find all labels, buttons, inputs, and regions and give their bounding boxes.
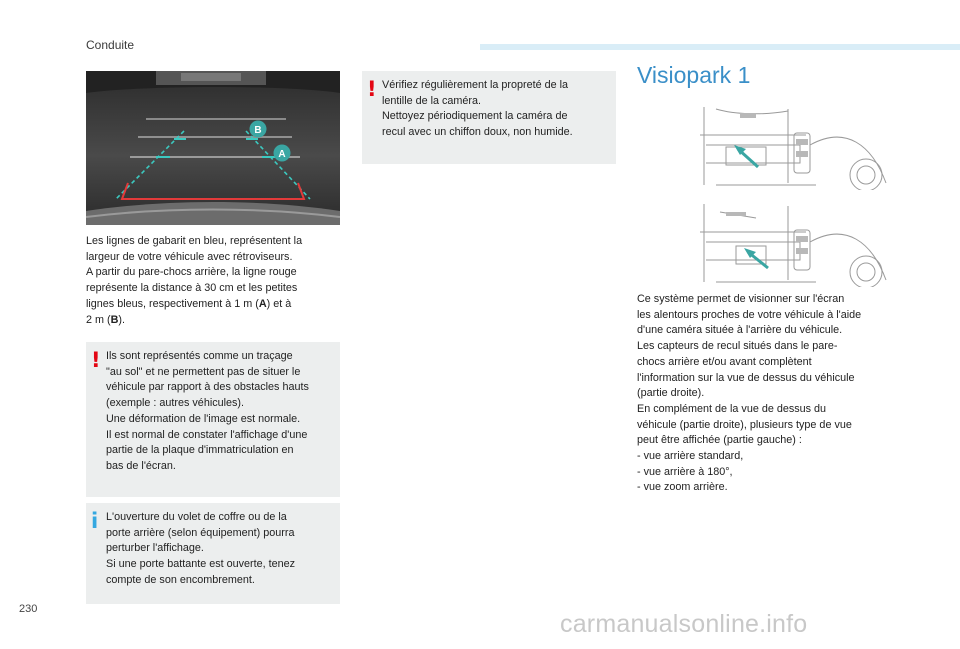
gabarit-paragraph	[86, 234, 302, 328]
watermark: carmanualsonline.info	[560, 610, 808, 638]
info-box-tailgate	[86, 503, 340, 604]
desc-list-item: - vue arrière standard,	[637, 450, 744, 463]
section-title: Conduite	[86, 38, 135, 52]
box-line: lentille de la caméra.	[382, 94, 482, 107]
warning-icon: !	[91, 348, 101, 372]
desc-line: (partie droite).	[637, 387, 705, 400]
desc-line: En complément de la vue de dessus du	[637, 402, 827, 415]
para-line: représente la distance à 30 cm et les petites	[86, 282, 298, 295]
desc-line: véhicule (partie droite), plusieurs type de vue	[637, 418, 852, 431]
desc-line: les alentours proches de votre véhicule à l'aide	[637, 308, 862, 321]
visiopark-title: Visiopark 1	[637, 62, 751, 88]
box-line: L'ouverture du volet de coffre ou de la	[106, 511, 287, 523]
desc-line: l'information sur la vue de dessus du véhicule	[637, 371, 855, 384]
para-bold-a: A	[258, 297, 267, 310]
info-icon: i	[91, 509, 99, 533]
warning-box-lens-cleaning	[362, 71, 616, 164]
para-text: ).	[118, 313, 126, 326]
para-line: A partir du pare-chocs arrière, la ligne rouge	[86, 266, 297, 279]
para-line	[86, 313, 302, 329]
para-line: largeur de votre véhicule avec rétroviseurs.	[86, 250, 293, 263]
para-line	[86, 297, 302, 313]
box-line: (exemple : autres véhicules).	[106, 397, 245, 410]
desc-line: Ce système permet de visionner sur l'écran	[637, 293, 845, 305]
marker-b: B	[254, 125, 262, 136]
para-line: Les lignes de gabarit en bleu, représentent la	[86, 235, 303, 247]
desc-line: d'une caméra située à l'arrière du véhicule.	[637, 324, 843, 337]
desc-list-item: - vue zoom arrière.	[637, 481, 728, 494]
box-line: perturber l'affichage.	[106, 542, 204, 555]
box-line: bas de l'écran.	[106, 459, 176, 472]
marker-a: A	[278, 149, 286, 160]
car-rear-camera-illustration-2	[696, 202, 892, 287]
para-bold-b: B	[110, 313, 119, 326]
page-number: 230	[19, 603, 38, 615]
car-rear-camera-illustration-1	[696, 105, 892, 190]
box-line: véhicule par rapport à des obstacles hauts	[106, 381, 309, 394]
desc-line: peut être affichée (partie gauche) :	[637, 434, 802, 447]
para-text: ) et à	[266, 297, 292, 310]
warning-box-ground-lines	[86, 342, 340, 497]
desc-line: chocs arrière et/ou avant complètent	[637, 355, 812, 368]
box-line: Une déformation de l'image est normale.	[106, 412, 301, 425]
box-line: recul avec un chiffon doux, non humide.	[382, 126, 573, 139]
visiopark-description	[637, 292, 861, 496]
desc-list-item: - vue arrière à 180°,	[637, 465, 733, 478]
box-line: "au sol" et ne permettent pas de situer le	[106, 365, 301, 378]
box-line: Il est normal de constater l'affichage d'une	[106, 428, 308, 441]
para-text: lignes bleus, respectivement à 1 m (	[86, 297, 259, 310]
desc-line: Les capteurs de recul situés dans le pare-	[637, 340, 838, 353]
box-line: partie de la plaque d'immatriculation en	[106, 444, 294, 457]
box-line: porte arrière (selon équipement) pourra	[106, 526, 295, 539]
box-line: Vérifiez régulièrement la propreté de la	[382, 79, 569, 91]
box-line: Si une porte battante est ouverte, tenez	[106, 558, 296, 571]
header-bar	[480, 44, 960, 50]
box-line: compte de son encombrement.	[106, 573, 255, 586]
box-line: Ils sont représentés comme un traçage	[106, 350, 293, 362]
box-line: Nettoyez périodiquement la caméra de	[382, 110, 568, 123]
warning-icon: !	[367, 77, 377, 101]
para-text: 2 m (	[86, 313, 111, 326]
rear-camera-image	[86, 71, 340, 225]
